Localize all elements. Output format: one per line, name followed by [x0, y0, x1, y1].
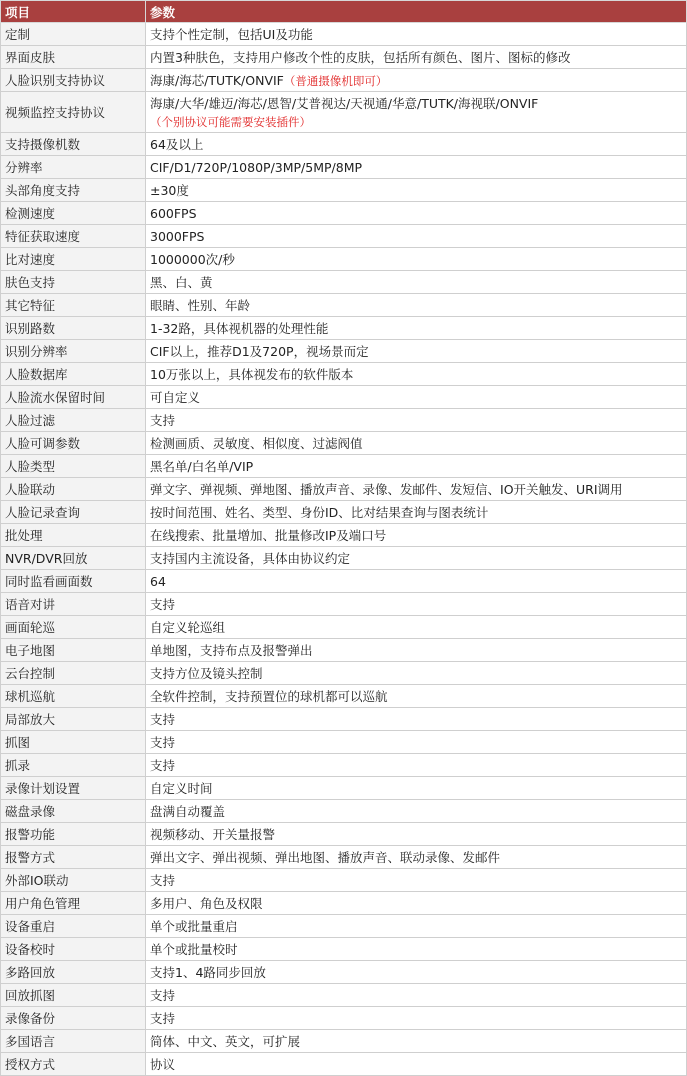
table-row — [1, 915, 687, 938]
row-item-value — [146, 846, 687, 869]
row-item-value — [146, 892, 687, 915]
table-row — [1, 271, 687, 294]
row-item-label: 外部IO联动 — [1, 869, 146, 892]
table-row — [1, 340, 687, 363]
row-item-value — [146, 570, 687, 593]
row-item-value — [146, 593, 687, 616]
table-row — [1, 363, 687, 386]
value-text: 单个或批量重启 — [150, 919, 238, 934]
row-item-value — [146, 1030, 687, 1053]
value-text: 黑名单/白名单/VIP — [150, 459, 254, 474]
value-text: 多用户、角色及权限 — [150, 896, 263, 911]
row-item-label: 抓录 — [1, 754, 146, 777]
value-text: 视频移动、开关量报警 — [150, 827, 276, 842]
row-item-label: 语音对讲 — [1, 593, 146, 616]
row-item-label: 支持摄像机数 — [1, 133, 146, 156]
table-row — [1, 202, 687, 225]
value-text: 600FPS — [150, 205, 197, 221]
row-item-value — [146, 432, 687, 455]
value-text: 协议 — [150, 1057, 176, 1072]
value-text: 支持 — [150, 712, 176, 727]
table-row — [1, 501, 687, 524]
value-text: 自定义轮巡组 — [150, 620, 226, 635]
row-item-label: 画面轮巡 — [1, 616, 146, 639]
value-text: 支持1、4路同步回放 — [150, 965, 266, 980]
row-item-value — [146, 317, 687, 340]
table-row — [1, 708, 687, 731]
value-text: 1000000次/秒 — [150, 252, 235, 267]
table-row — [1, 294, 687, 317]
row-item-label: 云台控制 — [1, 662, 146, 685]
row-item-label: 报警方式 — [1, 846, 146, 869]
row-item-value — [146, 225, 687, 248]
value-text: 简体、中文、英文，可扩展 — [150, 1034, 301, 1049]
value-text: CIF/D1/720P/1080P/3MP/5MP/8MP — [150, 159, 363, 175]
value-text: 支持 — [150, 1011, 176, 1026]
row-item-label: 人脸数据库 — [1, 363, 146, 386]
table-row — [1, 69, 687, 92]
row-item-value — [146, 386, 687, 409]
row-item-label: 批处理 — [1, 524, 146, 547]
table-row — [1, 179, 687, 202]
row-item-value — [146, 662, 687, 685]
row-item-label: 球机巡航 — [1, 685, 146, 708]
row-item-label: 多国语言 — [1, 1030, 146, 1053]
row-item-label: 人脸过滤 — [1, 409, 146, 432]
value-text: 支持 — [150, 413, 176, 428]
row-item-value — [146, 938, 687, 961]
row-item-value — [146, 823, 687, 846]
row-item-value — [146, 294, 687, 317]
table-row — [1, 754, 687, 777]
row-item-value — [146, 708, 687, 731]
value-text: 支持 — [150, 735, 176, 750]
row-item-label: 电子地图 — [1, 639, 146, 662]
table-row — [1, 386, 687, 409]
table-row — [1, 1053, 687, 1076]
row-item-label: 设备校时 — [1, 938, 146, 961]
value-text: 弹出文字、弹出视频、弹出地图、播放声音、联动录像、发邮件 — [150, 850, 501, 865]
table-row — [1, 248, 687, 271]
row-item-value — [146, 1053, 687, 1076]
row-item-label: 分辨率 — [1, 156, 146, 179]
table-row — [1, 846, 687, 869]
value-text: 支持方位及镜头控制 — [150, 666, 263, 681]
row-item-value — [146, 961, 687, 984]
row-item-label: 磁盘录像 — [1, 800, 146, 823]
table-row — [1, 156, 687, 179]
row-item-value — [146, 1007, 687, 1030]
row-item-label: 人脸流水保留时间 — [1, 386, 146, 409]
row-item-value — [146, 478, 687, 501]
value-text: 内置3种肤色，支持用户修改个性的皮肤，包括所有颜色、图片、图标的修改 — [150, 50, 571, 65]
row-item-label: 同时监看画面数 — [1, 570, 146, 593]
row-item-label: 识别路数 — [1, 317, 146, 340]
table-row — [1, 570, 687, 593]
value-note: （普通摄像机即可） — [283, 74, 388, 88]
row-item-label: 多路回放 — [1, 961, 146, 984]
row-item-value — [146, 800, 687, 823]
row-item-label: 人脸记录查询 — [1, 501, 146, 524]
row-item-value — [146, 248, 687, 271]
row-item-label: 其它特征 — [1, 294, 146, 317]
row-item-label: 设备重启 — [1, 915, 146, 938]
row-item-label: 抓图 — [1, 731, 146, 754]
table-row — [1, 685, 687, 708]
row-item-value — [146, 133, 687, 156]
table-row — [1, 455, 687, 478]
value-text: 3000FPS — [150, 228, 205, 244]
value-text: 按时间范围、姓名、类型、身份ID、比对结果查询与图表统计 — [150, 505, 489, 520]
value-text: 自定义时间 — [150, 781, 213, 796]
table-row — [1, 46, 687, 69]
value-text: 在线搜索、批量增加、批量修改IP及端口号 — [150, 528, 387, 543]
row-item-label: 定制 — [1, 23, 146, 46]
row-item-value — [146, 409, 687, 432]
row-item-label: 用户角色管理 — [1, 892, 146, 915]
value-text: 海康/大华/雄迈/海芯/恩智/艾普视达/天视通/华意/TUTK/海视联/ONVIF — [150, 96, 539, 111]
value-text: 10万张以上，具体视发布的软件版本 — [150, 367, 354, 382]
row-item-value — [146, 547, 687, 570]
value-text: 弹文字、弹视频、弹地图、播放声音、录像、发邮件、发短信、IO开关触发、URI调用 — [150, 482, 623, 497]
row-item-value — [146, 455, 687, 478]
row-item-value — [146, 731, 687, 754]
header-param: 参数 — [146, 1, 687, 23]
value-text: 单地图，支持布点及报警弹出 — [150, 643, 313, 658]
value-text: 支持 — [150, 597, 176, 612]
table-row — [1, 133, 687, 156]
table-row — [1, 432, 687, 455]
table-row — [1, 317, 687, 340]
value-text: 64 — [150, 573, 166, 589]
table-row — [1, 777, 687, 800]
table-row — [1, 639, 687, 662]
value-text: 眼睛、性别、年龄 — [150, 298, 251, 313]
table-row — [1, 984, 687, 1007]
row-item-value — [146, 156, 687, 179]
value-text: ±30度 — [150, 183, 189, 198]
row-item-label: 报警功能 — [1, 823, 146, 846]
row-item-value — [146, 69, 687, 92]
row-item-label: 人脸联动 — [1, 478, 146, 501]
value-text: 可自定义 — [150, 390, 201, 405]
row-item-label: 视频监控支持协议 — [1, 92, 146, 133]
row-item-label: 比对速度 — [1, 248, 146, 271]
table-row — [1, 823, 687, 846]
row-item-label: 头部角度支持 — [1, 179, 146, 202]
table-row — [1, 892, 687, 915]
value-text: 黑、白、黄 — [150, 275, 213, 290]
row-item-value — [146, 501, 687, 524]
row-item-label: 回放抓图 — [1, 984, 146, 1007]
table-row — [1, 593, 687, 616]
row-item-value — [146, 754, 687, 777]
table-row — [1, 524, 687, 547]
row-item-value — [146, 23, 687, 46]
row-item-label: 人脸可调参数 — [1, 432, 146, 455]
header-item: 项目 — [1, 1, 146, 23]
row-item-value — [146, 202, 687, 225]
value-text: 支持 — [150, 758, 176, 773]
table-row — [1, 1007, 687, 1030]
value-text: 单个或批量校时 — [150, 942, 238, 957]
table-row — [1, 478, 687, 501]
row-item-value — [146, 984, 687, 1007]
row-item-label: 特征获取速度 — [1, 225, 146, 248]
row-item-label: 录像计划设置 — [1, 777, 146, 800]
table-row — [1, 938, 687, 961]
row-item-value — [146, 524, 687, 547]
value-text: 1-32路，具体视机器的处理性能 — [150, 321, 329, 336]
value-text: 支持 — [150, 873, 176, 888]
value-text: 64及以上 — [150, 137, 204, 152]
row-item-label: 授权方式 — [1, 1053, 146, 1076]
row-item-label: 人脸识别支持协议 — [1, 69, 146, 92]
row-item-value — [146, 639, 687, 662]
table-row — [1, 800, 687, 823]
value-text: 全软件控制，支持预置位的球机都可以巡航 — [150, 689, 388, 704]
row-item-label: 界面皮肤 — [1, 46, 146, 69]
row-item-value — [146, 340, 687, 363]
value-text: CIF以上，推荐D1及720P，视场景而定 — [150, 344, 369, 359]
row-item-value — [146, 869, 687, 892]
row-item-value — [146, 46, 687, 69]
row-item-label: 识别分辨率 — [1, 340, 146, 363]
row-item-label: 局部放大 — [1, 708, 146, 731]
table-row — [1, 961, 687, 984]
table-row — [1, 92, 687, 133]
value-text: 盘满自动覆盖 — [150, 804, 226, 819]
row-item-label: 人脸类型 — [1, 455, 146, 478]
table-row — [1, 547, 687, 570]
row-item-label: 检测速度 — [1, 202, 146, 225]
row-item-value — [146, 179, 687, 202]
row-item-value — [146, 363, 687, 386]
row-item-value — [146, 685, 687, 708]
table-row — [1, 409, 687, 432]
row-item-value — [146, 271, 687, 294]
row-item-value — [146, 915, 687, 938]
value-text: 支持个性定制，包括UI及功能 — [150, 27, 313, 42]
table-row — [1, 225, 687, 248]
table-row — [1, 731, 687, 754]
table-row — [1, 23, 687, 46]
table-row — [1, 662, 687, 685]
row-item-label: NVR/DVR回放 — [1, 547, 146, 570]
row-item-value — [146, 616, 687, 639]
table-header-row — [1, 1, 687, 23]
row-item-value — [146, 92, 687, 133]
value-text: 检测画质、灵敏度、相似度、过滤阀值 — [150, 436, 363, 451]
row-item-label: 录像备份 — [1, 1007, 146, 1030]
table-row — [1, 616, 687, 639]
value-text: 支持国内主流设备，具体由协议约定 — [150, 551, 351, 566]
table-row — [1, 869, 687, 892]
value-text: 海康/海芯/TUTK/ONVIF — [150, 73, 284, 88]
table-row — [1, 1030, 687, 1053]
value-note: （个别协议可能需要安装插件） — [150, 115, 311, 129]
value-text: 支持 — [150, 988, 176, 1003]
row-item-label: 肤色支持 — [1, 271, 146, 294]
row-item-value — [146, 777, 687, 800]
